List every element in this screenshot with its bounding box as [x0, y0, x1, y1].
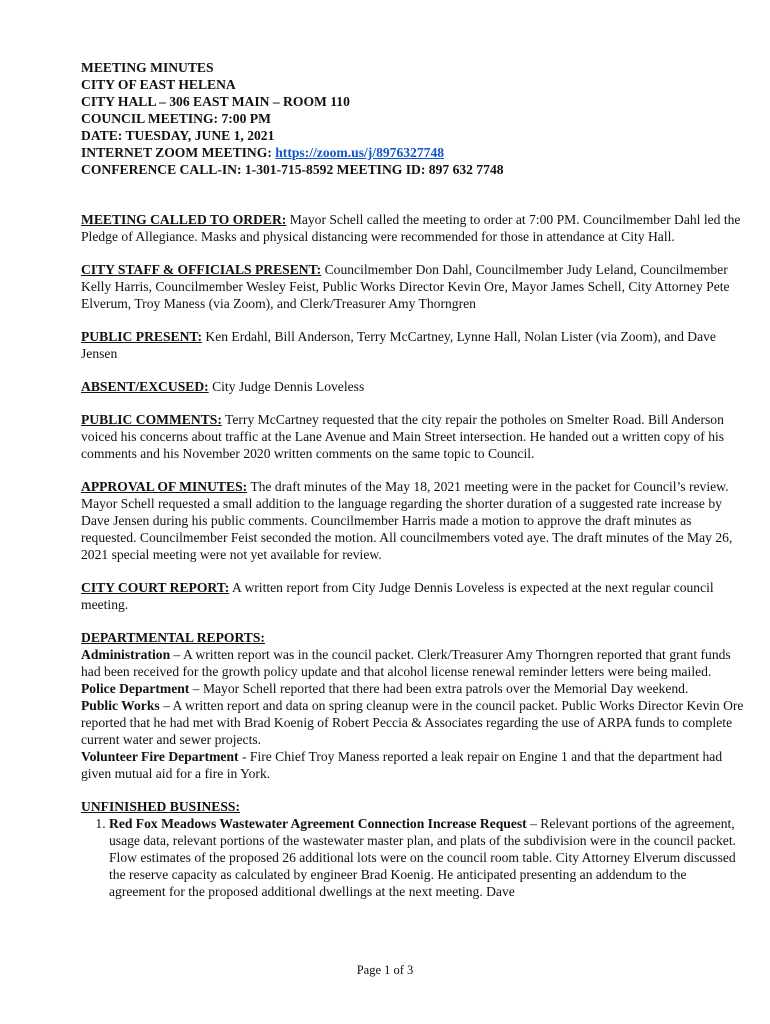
list-item: [109, 815, 746, 900]
section-label: PUBLIC COMMENTS:: [81, 412, 222, 427]
section-label: CITY STAFF & OFFICIALS PRESENT:: [81, 262, 322, 277]
section-text: Ken Erdahl, Bill Anderson, Terry McCartney, Lynne Hall, Nolan Lister (via Zoom), and Dave Jensen: [81, 329, 716, 361]
report-head: Public Works: [81, 698, 160, 713]
section-text: Councilmember Don Dahl, Councilmember Judy Leland, Councilmember Kelly Harris, Councilmember Wesley Feist, Public Works Director Kevin Ore, Mayor James Schell, City Attorney Pete Elverum, Troy Maness (via Zoom), and Clerk/Treasurer Amy Thorngren: [81, 262, 730, 311]
document-body: [81, 59, 746, 900]
report-text: – Mayor Schell reported that there had been extra patrols over the Memorial Day weekend.: [189, 681, 689, 696]
section-text: A written report from City Judge Dennis Loveless is expected at the next regular council meeting.: [81, 580, 714, 612]
header-city: CITY OF EAST HELENA: [81, 77, 236, 92]
section-label: CITY COURT REPORT:: [81, 580, 230, 595]
header-title: MEETING MINUTES: [81, 60, 214, 75]
section-staff-present: [81, 261, 746, 312]
header-date: DATE: TUESDAY, JUNE 1, 2021: [81, 128, 275, 143]
section-label: ABSENT/EXCUSED:: [81, 379, 209, 394]
section-court-report: [81, 579, 746, 613]
zoom-link[interactable]: https://zoom.us/j/8976327748: [275, 145, 445, 160]
header-zoom: [81, 144, 746, 161]
section-public-present: [81, 328, 746, 362]
report-administration: [81, 646, 746, 680]
section-approval-of-minutes: [81, 478, 746, 563]
unfinished-list: [81, 815, 746, 900]
report-text: - Fire Chief Troy Maness reported a leak repair on Engine 1 and that the department had given mutual aid for a fire in York.: [81, 749, 723, 781]
report-public-works: [81, 697, 746, 748]
section-text: City Judge Dennis Loveless: [208, 379, 365, 394]
report-text: – A written report was in the council packet. Clerk/Treasurer Amy Thorngren reported that grant funds had been received for the growth policy update and that alcohol license renewal reminder letters were being mailed.: [81, 647, 731, 679]
section-label: PUBLIC PRESENT:: [81, 329, 202, 344]
section-unfinished-business: [81, 798, 746, 900]
item-head: Red Fox Meadows Wastewater Agreement Connection Increase Request: [109, 816, 527, 831]
section-text: Terry McCartney requested that the city repair the potholes on Smelter Road. Bill Anderson voiced his concerns about traffic at the Lane Avenue and Main Street intersection. He handed out a written copy of his comments and his November 2020 written comments on the same topic to Council.: [81, 412, 725, 461]
item-text: – Relevant portions of the agreement, usage data, relevant portions of the wastewater master plan, and plats of the subdivision were in the council packet. Flow estimates of the proposed 26 additional lots were on the council room table. City Attorney Elverum discussed the reserve capacity as calculated by engineer Brad Koenig. He anticipated presenting an addendum to the agreement for the proposed additional dwellings at the next meeting. Dave: [109, 816, 736, 899]
report-fire-department: [81, 748, 746, 782]
minutes-header: [81, 59, 746, 178]
section-label: APPROVAL OF MINUTES:: [81, 479, 248, 494]
header-conference-call: CONFERENCE CALL-IN: 1-301-715-8592 MEETING ID: 897 632 7748: [81, 162, 504, 177]
section-called-to-order: [81, 211, 746, 245]
section-absent: [81, 378, 746, 395]
report-text: – A written report and data on spring cleanup were in the council packet. Public Works Director Kevin Ore reported that he had met with Brad Koenig of Robert Peccia & Associates regarding the use of ARPA funds to complete current water and sewer projects.: [81, 698, 744, 747]
report-head: Administration: [81, 647, 171, 662]
section-label: DEPARTMENTAL REPORTS:: [81, 630, 265, 645]
header-location: CITY HALL – 306 EAST MAIN – ROOM 110: [81, 94, 350, 109]
report-police: [81, 680, 746, 697]
header-meeting-time: COUNCIL MEETING: 7:00 PM: [81, 111, 271, 126]
zoom-label: INTERNET ZOOM MEETING:: [81, 145, 276, 160]
section-label: MEETING CALLED TO ORDER:: [81, 212, 287, 227]
section-departmental-reports: [81, 629, 746, 782]
page-number: Page 1 of 3: [356, 963, 414, 977]
report-head: Volunteer Fire Department: [81, 749, 239, 764]
section-label: UNFINISHED BUSINESS:: [81, 799, 241, 814]
section-text: Mayor Schell called the meeting to order at 7:00 PM. Councilmember Dahl led the Pledge of Allegiance. Masks and physical distancing were recommended for those in attendance at City Hall.: [81, 212, 741, 244]
section-public-comments: [81, 411, 746, 462]
report-head: Police Department: [81, 681, 190, 696]
section-text: The draft minutes of the May 18, 2021 meeting were in the packet for Council’s review. Mayor Schell requested a small addition to the language regarding the shorter duration of a suggested rate increase by Dave Jensen during his public comments. Councilmember Harris made a motion to approve the draft minutes as requested. Councilmember Feist seconded the motion. All councilmembers voted aye. The draft minutes of the May 26, 2021 special meeting were not yet available for review.: [81, 479, 733, 562]
